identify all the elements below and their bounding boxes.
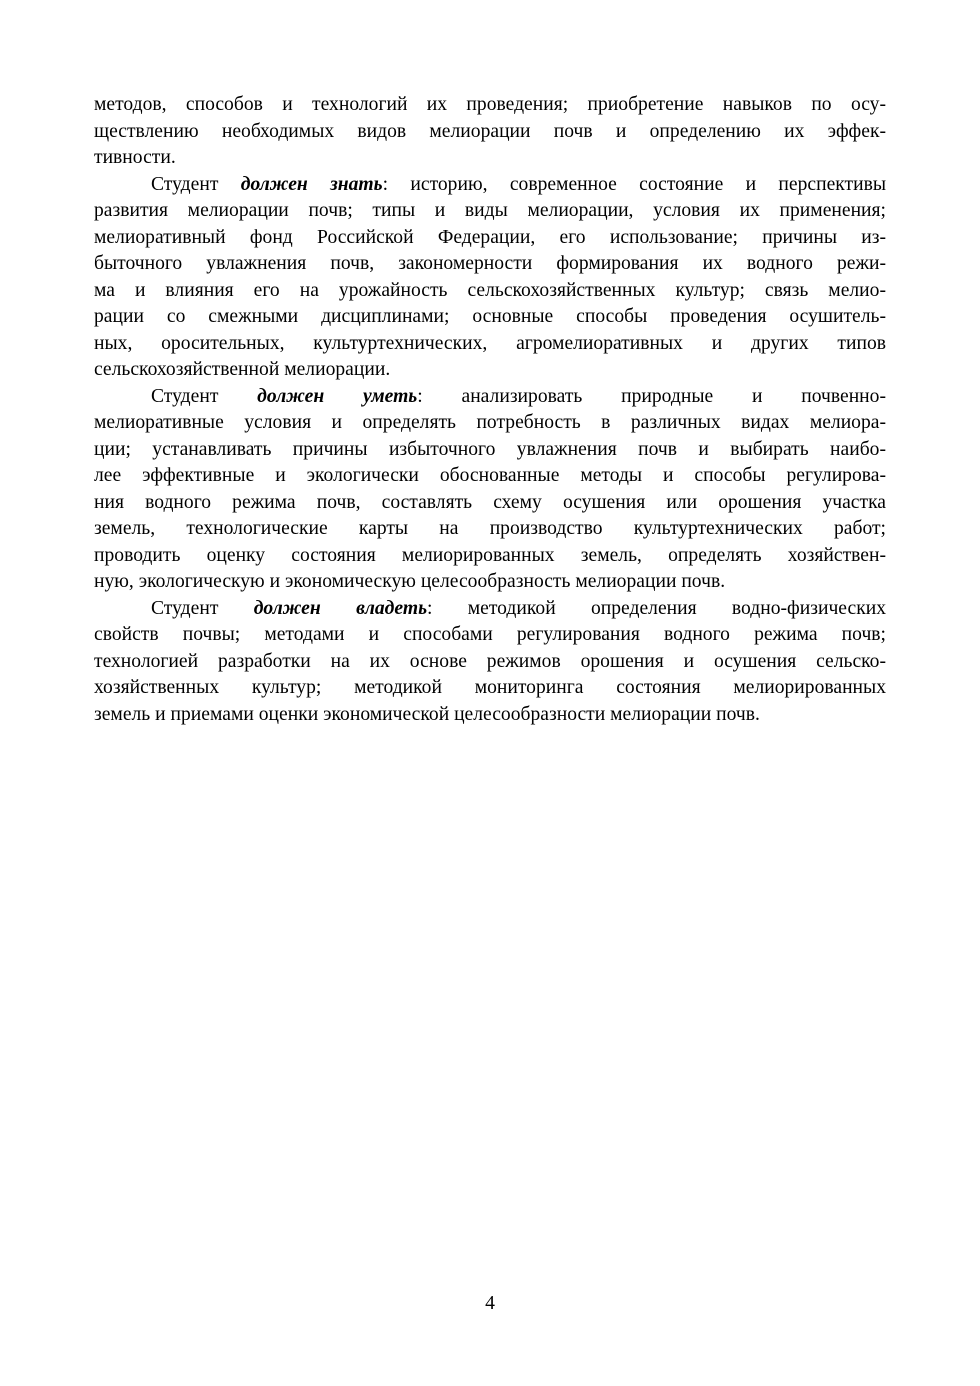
- text-line: рации со смежными дисциплинами; основные способы проведения осушитель-: [94, 306, 886, 327]
- text-line: развития мелиорации почв; типы и виды мелиорации, условия их применения;: [94, 200, 886, 221]
- paragraph-lead: Студент: [151, 385, 258, 407]
- text-line: свойств почвы; методами и способами регулирования водного режима почв;: [94, 624, 886, 645]
- text-line: ма и влияния его на урожайность сельскохозяйственных культур; связь мелио-: [94, 279, 886, 301]
- text-line: мелиоративные условия и определять потребность в различных видах мелиора-: [94, 412, 886, 433]
- text-line: ную, экологическую и экономическую целесообразность мелиорации почв.: [94, 571, 726, 592]
- text-line: ных, оросительных, культуртехнических, агромелиоративных и других типов: [94, 332, 886, 354]
- text-line-first: [94, 384, 886, 411]
- text-line: мелиоративный фонд Российской Федерации, его использование; причины из-: [94, 226, 886, 248]
- paragraph-intro-continuation: [94, 92, 886, 172]
- text-line: ществлению необходимых видов мелиорации почв и определению их эффек-: [94, 120, 886, 142]
- text-line-first: [94, 596, 886, 623]
- paragraph-lead: Студент: [151, 597, 254, 619]
- emphasis-must-be-able: должен уметь: [257, 385, 418, 407]
- emphasis-must-master: должен владеть: [253, 597, 428, 619]
- text-line: сельскохозяйственной мелиорации.: [94, 359, 391, 380]
- text-line: технологией разработки на их основе режимов орошения и осушения сельско-: [94, 650, 886, 672]
- document-page: [94, 92, 886, 728]
- text-line: земель и приемами оценки экономической целесообразности мелиорации почв.: [94, 703, 760, 725]
- text-line: ния водного режима почв, составлять схему осушения или орошения участка: [94, 491, 886, 513]
- paragraph-continuation: : методикой определения водно-физических: [427, 597, 886, 619]
- text-line-first: [94, 172, 886, 199]
- paragraph-must-be-able: [94, 384, 886, 596]
- paragraph-continuation: : анализировать природные и почвенно-: [417, 385, 886, 407]
- paragraph-must-master: [94, 596, 886, 729]
- text-line: земель, технологические карты на производство культуртехнических работ;: [94, 518, 886, 539]
- page-number: 4: [485, 1293, 495, 1314]
- text-line: хозяйственных культур; методикой мониторинга состояния мелиорированных: [94, 677, 886, 698]
- paragraph-must-know: [94, 172, 886, 384]
- text-line: лее эффективные и экологически обоснованные методы и способы регулирова-: [94, 465, 886, 486]
- paragraph-continuation: : историю, современное состояние и перспективы: [382, 173, 886, 195]
- text-line: тивности.: [94, 147, 176, 168]
- text-line: ции; устанавливать причины избыточного увлажнения почв и выбирать наибо-: [94, 438, 886, 460]
- text-line: методов, способов и технологий их проведения; приобретение навыков по осу-: [94, 94, 886, 115]
- emphasis-must-know: должен знать: [240, 173, 383, 195]
- text-line: проводить оценку состояния мелиорированных земель, определять хозяйствен-: [94, 544, 886, 566]
- paragraph-lead: Студент: [151, 173, 241, 195]
- text-line: быточного увлажнения почв, закономерности формирования их водного режи-: [94, 253, 886, 274]
